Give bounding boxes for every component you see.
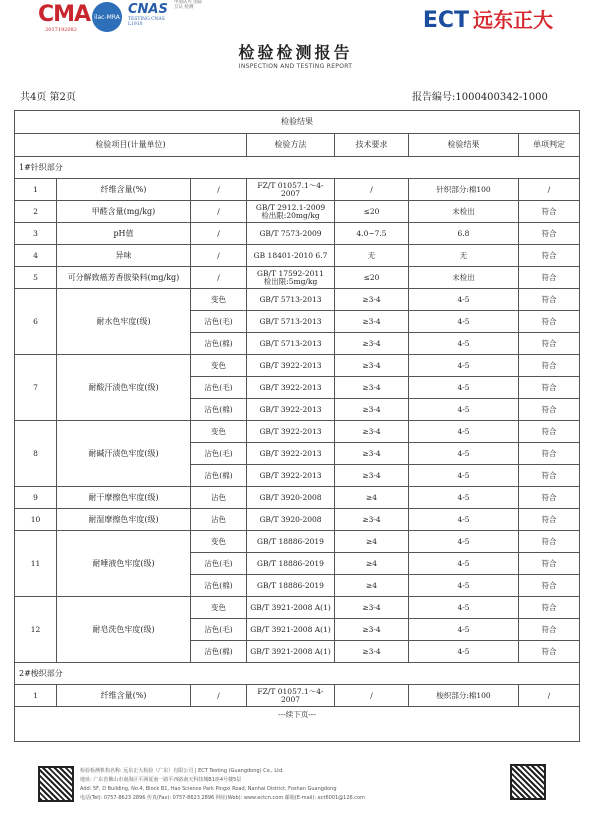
row-judgement: 符合: [519, 245, 580, 267]
row-sub: 变色: [191, 289, 247, 311]
row-requirement: 无: [335, 245, 409, 267]
row-judgement: 符合: [519, 531, 580, 553]
row-sub: 沾色: [191, 509, 247, 531]
row-result: 4-5: [409, 509, 519, 531]
row-sub: 沾色(棉): [191, 575, 247, 597]
header-item: 检验项目(计量单位): [15, 134, 247, 157]
row-result: 4-5: [409, 311, 519, 333]
row-judgement: 符合: [519, 223, 580, 245]
table-row: [15, 531, 580, 553]
row-method: GB/T 3922-2013: [247, 377, 335, 399]
ect-chinese-name: 远东正大: [473, 8, 553, 32]
row-judgement: 符合: [519, 311, 580, 333]
row-result: 4-5: [409, 597, 519, 619]
results-table: [14, 110, 580, 742]
row-no: 1: [15, 179, 57, 201]
row-item: 甲醛含量(mg/kg): [57, 201, 191, 223]
row-sub: 变色: [191, 355, 247, 377]
row-sub: /: [191, 267, 247, 289]
row-item: 耐水色牢度(级): [57, 289, 191, 355]
row-method: GB/T 3922-2013: [247, 443, 335, 465]
qr-code-icon: [38, 766, 74, 802]
detection-limit: 检出限:20mg/kg: [261, 210, 320, 220]
table-row: [15, 421, 580, 443]
row-sub: 沾色(毛): [191, 553, 247, 575]
cma-number: 2017192082: [45, 27, 77, 33]
row-result: 4-5: [409, 641, 519, 663]
header-judgement: 单项判定: [519, 134, 580, 157]
footer-line: 检验检测机构名称: 远东正大检验（广东）有限公司 | ECT Testing (Guangdong) Co., Ltd.: [80, 768, 284, 774]
row-sub: 沾色: [191, 487, 247, 509]
cnas-number: TESTING CNAS L1910: [128, 17, 165, 27]
row-requirement: ≥3-4: [335, 377, 409, 399]
row-result: 4-5: [409, 553, 519, 575]
row-result: 4-5: [409, 333, 519, 355]
page-indicator: 共4页 第2页: [20, 92, 76, 103]
row-result: 4-5: [409, 421, 519, 443]
row-judgement: /: [519, 685, 580, 707]
accreditation-text: 中国认可 国际互认 检测: [174, 0, 203, 10]
row-method: GB/T 3921-2008 A(1): [247, 619, 335, 641]
row-judgement: /: [519, 179, 580, 201]
row-requirement: ≥3-4: [335, 399, 409, 421]
table-row: [15, 289, 580, 311]
row-method: GB/T 3922-2013: [247, 465, 335, 487]
row-requirement: ≥3-4: [335, 597, 409, 619]
row-item: 耐皂洗色牢度(级): [57, 597, 191, 663]
row-method: GB/T 5713-2013: [247, 289, 335, 311]
row-result: 4-5: [409, 399, 519, 421]
table-row: [15, 245, 580, 267]
row-requirement: ≥4: [335, 553, 409, 575]
row-requirement: ≤20: [335, 267, 409, 289]
row-method: GB/T 5713-2013: [247, 333, 335, 355]
table-row: [15, 597, 580, 619]
row-judgement: 符合: [519, 597, 580, 619]
ilac-mra-logo: ilac-MRA: [92, 2, 122, 32]
row-sub: 沾色(毛): [191, 619, 247, 641]
table-row: [15, 201, 580, 223]
row-judgement: 符合: [519, 487, 580, 509]
row-method: GB/T 3921-2008 A(1): [247, 641, 335, 663]
row-no: 12: [15, 597, 57, 663]
blank-row: [15, 723, 580, 742]
row-item: 异味: [57, 245, 191, 267]
row-requirement: /: [335, 179, 409, 201]
section-woven: 2#梭织部分: [15, 663, 580, 685]
row-item: 纤维含量(%): [57, 179, 191, 201]
row-result: 6.8: [409, 223, 519, 245]
table-row: [15, 223, 580, 245]
row-result: 4-5: [409, 619, 519, 641]
row-no: 4: [15, 245, 57, 267]
report-number: 报告编号:1000400342-1000: [412, 92, 548, 103]
row-sub: 变色: [191, 597, 247, 619]
row-sub: /: [191, 685, 247, 707]
row-judgement: 符合: [519, 333, 580, 355]
row-method: [247, 267, 335, 289]
cnas-logo: [128, 2, 172, 32]
row-judgement: 符合: [519, 509, 580, 531]
row-method: GB/T 3922-2013: [247, 355, 335, 377]
row-result: 4-5: [409, 289, 519, 311]
row-no: 8: [15, 421, 57, 487]
row-sub: 变色: [191, 421, 247, 443]
table-row: [15, 267, 580, 289]
row-no: 1: [15, 685, 57, 707]
footer-contact: [80, 767, 500, 803]
row-requirement: ≥3-4: [335, 443, 409, 465]
row-judgement: 符合: [519, 421, 580, 443]
row-judgement: 符合: [519, 619, 580, 641]
row-sub: 沾色(棉): [191, 465, 247, 487]
report-title: 检验检测报告: [238, 43, 353, 62]
row-judgement: 符合: [519, 355, 580, 377]
row-method: GB/T 3921-2008 A(1): [247, 597, 335, 619]
row-requirement: /: [335, 685, 409, 707]
row-method: GB 18401-2010 6.7: [247, 245, 335, 267]
row-requirement: ≥3-4: [335, 641, 409, 663]
row-result: 4-5: [409, 465, 519, 487]
method-line: GB/T 17592-2011: [257, 268, 324, 278]
footer-line: Add: 5F, D Building, No.4, Block B1, Hao Science Park Pingxi Road, Nanhai District, Foshan Guangdong: [80, 786, 337, 792]
row-requirement: ≥3-4: [335, 311, 409, 333]
table-row: [15, 487, 580, 509]
row-sub: 沾色(毛): [191, 311, 247, 333]
row-item: 耐干摩擦色牢度(级): [57, 487, 191, 509]
row-judgement: 符合: [519, 465, 580, 487]
row-result: 未检出: [409, 201, 519, 223]
footer-line: 电话(Tel): 0757-8623 2896 传真(Fax): 0757-8623 2896 网址(Web): www.ectcn.com 邮箱(E-mail): ect6001@126.com: [80, 795, 365, 801]
row-requirement: ≥3-4: [335, 509, 409, 531]
row-requirement: ≥3-4: [335, 355, 409, 377]
row-result: 4-5: [409, 531, 519, 553]
row-judgement: 符合: [519, 289, 580, 311]
row-requirement: ≥4: [335, 531, 409, 553]
row-method: GB/T 3920-2008: [247, 487, 335, 509]
row-item: 耐碱汗渍色牢度(级): [57, 421, 191, 487]
table-row: [15, 509, 580, 531]
row-method: GB/T 18886-2019: [247, 575, 335, 597]
table-row: [15, 355, 580, 377]
continued-note: ---续下页---: [15, 707, 580, 724]
row-item: 耐湿摩擦色牢度(级): [57, 509, 191, 531]
row-result: 4-5: [409, 443, 519, 465]
row-method: GB/T 18886-2019: [247, 531, 335, 553]
row-method: GB/T 3922-2013: [247, 399, 335, 421]
row-sub: /: [191, 201, 247, 223]
row-requirement: ≥3-4: [335, 333, 409, 355]
row-method: GB/T 5713-2013: [247, 311, 335, 333]
row-method: FZ/T 01057.1～4-2007: [247, 685, 335, 707]
row-result: 4-5: [409, 575, 519, 597]
row-no: 11: [15, 531, 57, 597]
row-no: 6: [15, 289, 57, 355]
row-sub: 沾色(毛): [191, 443, 247, 465]
row-sub: 沾色(棉): [191, 641, 247, 663]
row-requirement: ≥3-4: [335, 421, 409, 443]
row-no: 3: [15, 223, 57, 245]
row-result: 梭织部分:棉100: [409, 685, 519, 707]
row-method: GB/T 18886-2019: [247, 553, 335, 575]
row-item: pH值: [57, 223, 191, 245]
section-knitted: 1#针织部分: [15, 157, 580, 179]
row-judgement: 符合: [519, 377, 580, 399]
row-judgement: 符合: [519, 399, 580, 421]
qr-code-icon: [510, 764, 546, 800]
row-sub: /: [191, 179, 247, 201]
row-method: GB/T 3922-2013: [247, 421, 335, 443]
row-item: 耐唾液色牢度(级): [57, 531, 191, 597]
cnas-mark: CNAS: [128, 2, 168, 17]
row-item: 纤维含量(%): [57, 685, 191, 707]
row-result: 针织部分:棉100: [409, 179, 519, 201]
row-judgement: 符合: [519, 443, 580, 465]
row-sub: 沾色(棉): [191, 333, 247, 355]
row-item: 可分解致癌芳香胺染料(mg/kg): [57, 267, 191, 289]
row-requirement: ≤20: [335, 201, 409, 223]
header-method: 检验方法: [247, 134, 335, 157]
report-subtitle: INSPECTION AND TESTING REPORT: [238, 63, 353, 70]
row-no: 5: [15, 267, 57, 289]
row-sub: /: [191, 223, 247, 245]
row-requirement: 4.0~7.5: [335, 223, 409, 245]
row-judgement: 符合: [519, 641, 580, 663]
row-method: GB/T 7573-2009: [247, 223, 335, 245]
row-result: 无: [409, 245, 519, 267]
row-method: FZ/T 01057.1～4-2007: [247, 179, 335, 201]
cma-mark: CMA: [38, 2, 91, 27]
row-no: 10: [15, 509, 57, 531]
row-method: GB/T 3920-2008: [247, 509, 335, 531]
table-row: [15, 685, 580, 707]
row-no: 9: [15, 487, 57, 509]
row-result: 4-5: [409, 377, 519, 399]
row-sub: 变色: [191, 531, 247, 553]
cma-logo: [38, 2, 91, 36]
method-line: GB/T 2912.1-2009: [255, 202, 326, 212]
row-judgement: 符合: [519, 267, 580, 289]
row-no: 7: [15, 355, 57, 421]
header-result: 检验结果: [409, 134, 519, 157]
row-sub: 沾色(毛): [191, 377, 247, 399]
ect-mark: ECT: [422, 8, 469, 33]
row-no: 2: [15, 201, 57, 223]
row-requirement: ≥4: [335, 575, 409, 597]
row-method: [247, 201, 335, 223]
footer-line: 地址: 广东省佛山市南海区平洲夏南一路平西路南天科技城B1座4号楼5层: [80, 777, 242, 783]
table-caption: 检验结果: [15, 111, 580, 134]
row-requirement: ≥3-4: [335, 289, 409, 311]
row-requirement: ≥3-4: [335, 465, 409, 487]
table-row: [15, 179, 580, 201]
row-result: 4-5: [409, 355, 519, 377]
row-item: 耐酸汗渍色牢度(级): [57, 355, 191, 421]
detection-limit: 检出限:5mg/kg: [263, 276, 318, 286]
header-requirement: 技术要求: [335, 134, 409, 157]
row-judgement: 符合: [519, 553, 580, 575]
row-requirement: ≥4: [335, 487, 409, 509]
row-result: 未检出: [409, 267, 519, 289]
row-requirement: ≥3-4: [335, 619, 409, 641]
row-judgement: 符合: [519, 575, 580, 597]
ect-logo: [423, 4, 553, 33]
row-sub: /: [191, 245, 247, 267]
row-sub: 沾色(棉): [191, 399, 247, 421]
row-judgement: 符合: [519, 201, 580, 223]
row-result: 4-5: [409, 487, 519, 509]
